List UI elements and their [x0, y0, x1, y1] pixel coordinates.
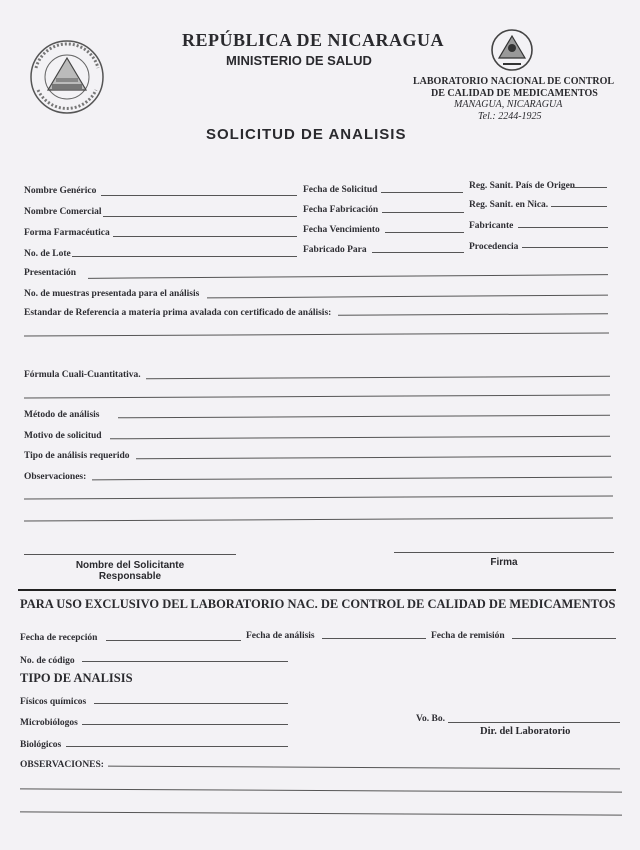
lab-logo-icon — [487, 28, 537, 74]
label-procedencia: Procedencia — [469, 242, 519, 252]
label-formula: Fórmula Cuali-Cuantitativa. — [24, 370, 141, 380]
label-motivo: Motivo de solicitud — [24, 431, 102, 441]
field-observaciones-lab-3[interactable] — [20, 811, 622, 815]
label-fecha-remision: Fecha de remisión — [431, 631, 505, 641]
label-fecha-fabricacion: Fecha Fabricación — [303, 205, 379, 215]
label-fabricante: Fabricante — [469, 221, 514, 231]
label-forma-farmaceutica: Forma Farmacéutica — [24, 228, 110, 238]
lab-name-line2: DE CALIDAD DE MEDICAMENTOS — [431, 88, 598, 99]
field-motivo[interactable] — [110, 436, 610, 440]
field-nombre-comercial[interactable] — [103, 216, 297, 217]
field-fecha-fabricacion[interactable] — [382, 212, 464, 213]
field-reg-origen[interactable] — [571, 187, 607, 188]
field-observaciones-2[interactable] — [24, 495, 613, 499]
country-title: REPÚBLICA DE NICARAGUA — [182, 30, 445, 50]
form-title: SOLICITUD DE ANALISIS — [206, 126, 407, 143]
lab-phone: Tel.: 2244-1925 — [478, 111, 542, 122]
field-fisicos[interactable] — [94, 703, 288, 704]
field-fecha-remision[interactable] — [512, 638, 616, 639]
label-no-codigo: No. de código — [20, 656, 75, 666]
field-formula-cont[interactable] — [24, 394, 610, 398]
ministry-title: MINISTERIO DE SALUD — [226, 53, 372, 68]
field-estandar-cont[interactable] — [24, 332, 609, 336]
field-reg-nica[interactable] — [551, 206, 607, 207]
field-observaciones-lab-2[interactable] — [20, 788, 622, 792]
field-formula[interactable] — [146, 376, 610, 379]
label-biologicos: Biológicos — [20, 740, 62, 750]
lab-name-line1: LABORATORIO NACIONAL DE CONTROL — [413, 76, 615, 87]
label-solicitante-line1: Nombre del Solicitante — [75, 560, 185, 571]
label-micro: Microbiólogos — [20, 718, 78, 728]
field-fecha-analisis[interactable] — [322, 638, 426, 639]
field-presentacion[interactable] — [88, 274, 608, 279]
label-no-muestras: No. de muestras presentada para el análisis — [24, 289, 200, 299]
field-estandar[interactable] — [338, 313, 608, 315]
label-estandar: Estandar de Referencia a materia prima avalada con certificado de análisis: — [24, 308, 332, 318]
label-reg-origen: Reg. Sanit. País de Origen — [469, 181, 576, 191]
label-observaciones-lab: OBSERVACIONES: — [20, 760, 104, 770]
label-nombre-comercial: Nombre Comercial — [24, 207, 102, 217]
field-observaciones-lab[interactable] — [108, 766, 620, 770]
field-micro[interactable] — [82, 724, 288, 725]
signature-solicitante-line[interactable] — [24, 554, 236, 555]
field-no-muestras[interactable] — [207, 295, 608, 299]
field-fecha-recepcion[interactable] — [106, 640, 241, 641]
field-no-codigo[interactable] — [82, 661, 288, 662]
label-vobo: Vo. Bo. — [416, 714, 445, 724]
field-procedencia[interactable] — [522, 247, 608, 248]
nicaragua-seal-icon — [28, 38, 106, 116]
label-tipo-requerido: Tipo de análisis requerido — [24, 451, 130, 461]
field-metodo[interactable] — [118, 415, 610, 419]
label-fabricado-para: Fabricado Para — [303, 245, 367, 255]
label-reg-nica: Reg. Sanit. en Nica. — [469, 200, 549, 210]
lab-section-title: PARA USO EXCLUSIVO DEL LABORATORIO NAC. DE CONTROL DE CALIDAD DE MEDICAMENTOS — [20, 597, 616, 611]
label-fisicos: Físicos químicos — [20, 697, 87, 707]
label-presentacion: Presentación — [24, 268, 77, 278]
label-firma: Firma — [490, 557, 518, 568]
label-nombre-generico: Nombre Genérico — [24, 186, 97, 196]
field-forma-farmaceutica[interactable] — [113, 236, 297, 237]
label-fecha-analisis: Fecha de análisis — [246, 631, 315, 641]
label-fecha-vencimiento: Fecha Vencimiento — [303, 225, 380, 235]
field-tipo-requerido[interactable] — [136, 456, 611, 459]
label-observaciones: Observaciones: — [24, 472, 87, 482]
field-biologicos[interactable] — [66, 746, 288, 747]
signature-firma-line[interactable] — [394, 552, 614, 553]
lab-city: MANAGUA, NICARAGUA — [454, 99, 563, 110]
field-observaciones-3[interactable] — [24, 517, 613, 521]
field-fabricado-para[interactable] — [372, 252, 464, 253]
label-metodo: Método de análisis — [24, 410, 100, 420]
field-fabricante[interactable] — [518, 227, 608, 228]
field-nombre-generico[interactable] — [101, 195, 297, 196]
label-no-lote: No. de Lote — [24, 249, 71, 259]
field-vobo[interactable] — [448, 722, 620, 723]
field-no-lote[interactable] — [72, 256, 297, 257]
label-director: Dir. del Laboratorio — [480, 726, 571, 737]
field-observaciones[interactable] — [92, 477, 612, 481]
field-fecha-vencimiento[interactable] — [385, 232, 464, 233]
tipo-analisis-title: TIPO DE ANALISIS — [20, 671, 133, 685]
field-fecha-solicitud[interactable] — [381, 192, 463, 193]
label-fecha-solicitud: Fecha de Solicitud — [303, 185, 378, 195]
label-fecha-recepcion: Fecha de recepción — [20, 633, 98, 643]
label-solicitante-line2: Responsable — [98, 571, 162, 582]
label-solicitante — [24, 560, 236, 582]
section-divider — [18, 589, 616, 591]
